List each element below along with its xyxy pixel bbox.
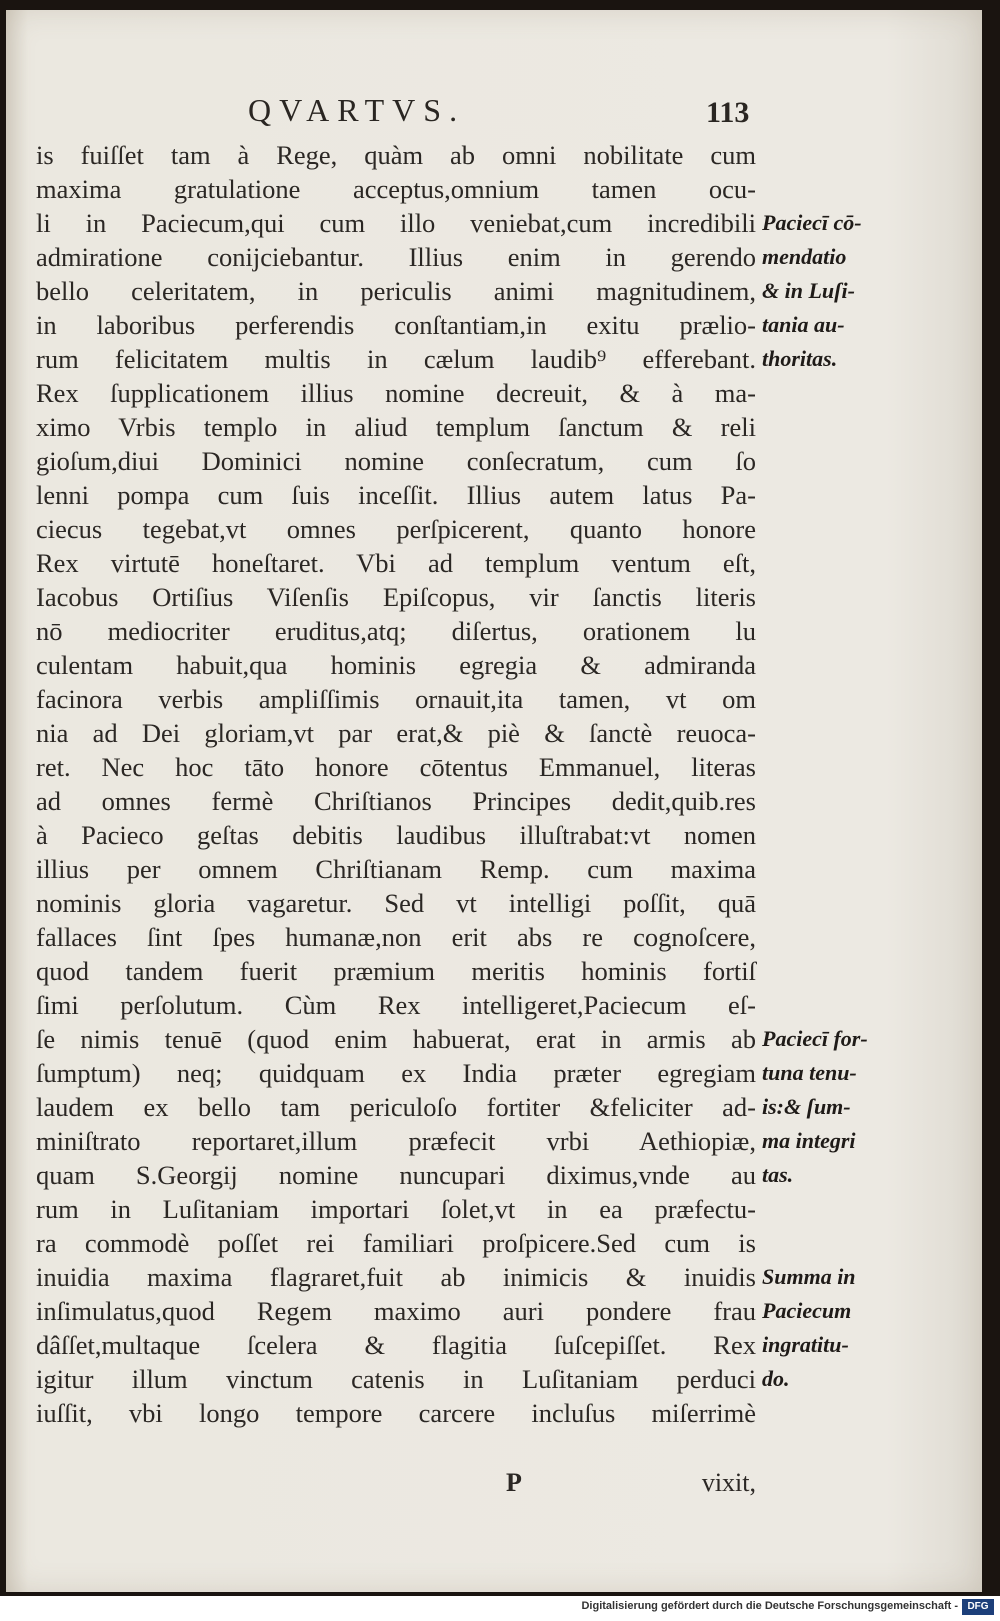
text-line: à Pacieco geſtas debitis laudibus illuſtrabat:vt nomen <box>36 820 756 850</box>
marginal-note-line: tuna tenu- <box>762 1060 857 1085</box>
marginal-note-commendation <box>762 206 902 376</box>
text-line: nia ad Dei gloriam,vt par erat,& piè & ſanctè reuoca- <box>36 718 756 748</box>
text-line: gioſum,diui Dominici nomine conſecratum, cum ſo <box>36 446 756 476</box>
main-text-block <box>36 138 756 1430</box>
text-line: ad omnes fermè Chriſtianos Principes dedit,quib.res <box>36 786 756 816</box>
text-line: Rex ſupplicationem illius nomine decreuit, & à ma- <box>36 378 756 408</box>
signature-mark: P <box>506 1468 522 1497</box>
text-line: ſe nimis tenuē (quod enim habuerat, erat in armis ab <box>36 1024 756 1054</box>
marginal-note-line: ma integri <box>762 1128 856 1153</box>
text-line: igitur illum vinctum catenis in Luſitaniam perduci <box>36 1364 756 1394</box>
marginal-note-ingratitude <box>762 1260 902 1396</box>
text-line: laudem ex bello tam periculoſo fortiter &feliciter ad- <box>36 1092 756 1122</box>
text-line: is fuiſſet tam à Rege, quàm ab omni nobilitate cum <box>36 140 756 170</box>
text-line: rum in Luſitaniam importari ſolet,vt in ea præfectu- <box>36 1194 756 1224</box>
credit-bar <box>0 1596 1000 1621</box>
book-page <box>6 10 982 1592</box>
catchword: vixit, <box>701 1468 756 1497</box>
marginal-note-line: thoritas. <box>762 346 838 371</box>
text-line: lenni pompa cum ſuis inceſſit. Illius autem latus Pa- <box>36 480 756 510</box>
text-line: Rex virtutē honeſtaret. Vbi ad templum ventum eſt, <box>36 548 756 578</box>
text-line: ret. Nec hoc tāto honore cōtentus Emmanuel, literas <box>36 752 756 782</box>
text-line: dâſſet,multaque ſcelera & flagitia ſuſcepiſſet. Rex <box>36 1330 756 1360</box>
page-edge <box>982 10 1000 1592</box>
text-line: in laboribus perferendis conſtantiam,in exitu prælio- <box>36 310 756 340</box>
text-line: maxima gratulatione acceptus,omnium tamen ocu- <box>36 174 756 204</box>
marginal-note-line: ingratitu- <box>762 1332 849 1357</box>
marginal-note-fortune <box>762 1022 902 1192</box>
marginal-note-line: tania au- <box>762 312 845 337</box>
text-line: ra commodè poſſet rei familiari proſpicere.Sed cum is <box>36 1228 756 1258</box>
text-line: miniſtrato reportaret,illum præfecit vrbi Aethiopiæ, <box>36 1126 756 1156</box>
marginal-note-line: Summa in <box>762 1264 856 1289</box>
marginal-note-line: is:& ſum- <box>762 1094 851 1119</box>
text-line: quod tandem fuerit præmium meritis hominis fortiſ <box>36 956 756 986</box>
text-line: admiratione conijciebantur. Illius enim in gerendo <box>36 242 756 272</box>
text-line: culentam habuit,qua hominis egregia & admiranda <box>36 650 756 680</box>
marginal-note-line: do. <box>762 1366 790 1391</box>
text-line: nominis gloria vagaretur. Sed vt intelligi poſſit, quā <box>36 888 756 918</box>
text-line: fallaces ſint ſpes humanæ,non erit abs re cognoſcere, <box>36 922 756 952</box>
text-line: illius per omnem Chriſtianam Remp. cum maxima <box>36 854 756 884</box>
text-line: ximo Vrbis templo in aliud templum ſanctum & reli <box>36 412 756 442</box>
text-line: Iacobus Ortiſius Viſenſis Epiſcopus, vir ſanctis literis <box>36 582 756 612</box>
text-line: li in Paciecum,qui cum illo veniebat,cum incredibili <box>36 208 756 238</box>
text-line: iuſſit, vbi longo tempore carcere incluſus miſerrimè <box>36 1398 756 1428</box>
text-line: facinora verbis ampliſſimis ornauit,ita tamen, vt om <box>36 684 756 714</box>
text-line: inſimulatus,quod Regem maximo auri pondere frau <box>36 1296 756 1326</box>
text-line: bello celeritatem, in periculis animi magnitudinem, <box>36 276 756 306</box>
credit-text: Digitalisierung gefördert durch die Deutsche Forschungsgemeinschaft - <box>581 1600 958 1612</box>
marginal-note-line: mendatio <box>762 244 847 269</box>
page-footer <box>36 1468 756 1504</box>
marginal-note-line: Paciecī for- <box>762 1026 868 1051</box>
marginal-note-line: Paciecum <box>762 1298 852 1323</box>
text-line: inuidia maxima flagraret,fuit ab inimicis & inuidis <box>36 1262 756 1292</box>
running-title: QVARTVS. <box>248 92 466 128</box>
running-head <box>6 92 982 132</box>
dfg-logo: DFG <box>962 1599 994 1615</box>
text-line: ſimi perſolutum. Cùm Rex intelligeret,Paciecum eſ- <box>36 990 756 1020</box>
marginal-note-line: Paciecī cō- <box>762 210 862 235</box>
text-line: rum felicitatem multis in cælum laudib⁹ efferebant. <box>36 344 756 374</box>
text-line: ciecus tegebat,vt omnes perſpicerent, quanto honore <box>36 514 756 544</box>
text-line: quam S.Georgij nomine nuncupari diximus,vnde au <box>36 1160 756 1190</box>
marginal-note-line: tas. <box>762 1162 794 1187</box>
text-line: ſumptum) neq; quidquam ex India præter egregiam <box>36 1058 756 1088</box>
text-line: nō mediocriter eruditus,atq; diſertus, orationem lu <box>36 616 756 646</box>
marginal-note-line: & in Luſi- <box>762 278 855 303</box>
page-number: 113 <box>706 96 750 129</box>
